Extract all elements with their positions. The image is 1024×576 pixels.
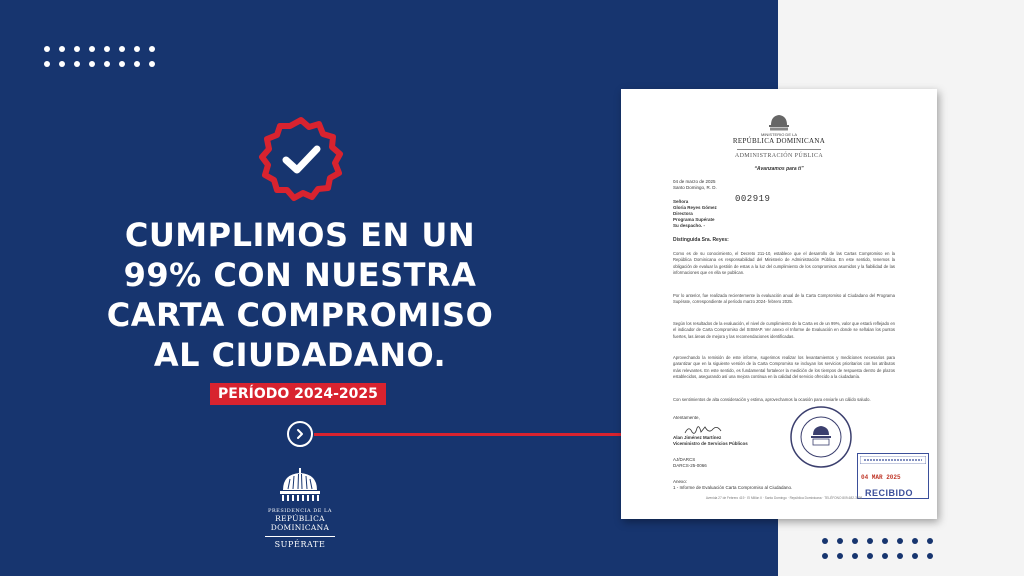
letter-rule-1 [737,149,821,150]
dot-grid-bottom-right [822,538,933,559]
headline [100,215,500,375]
headline-line-4: AL CIUDADANO. [153,336,447,374]
period-badge: PERÍODO 2024-2025 [210,383,386,405]
letter-paragraph-2: Por lo anterior, fue realizada recientemente la evaluación anual de la Carta Compromiso al Ciudadano del Programa Supérate, correspondiente al período marzo 2024- febrero 2025. [673,293,895,305]
letter-paragraph-4: Aprovechando la remisión de este informe, sugerimos realizar los levantamientos y mediciones necesarios para garantizar que en la siguiente versión de la Carta Compromiso se incluyan los servicios prioritarios con los atributos más relevantes. En este sentido, es fundamental fortalecer la medición de los tiempos de respuesta dentro de plazos establecidos, asegurando así una mejora continua en la calidad del servicio ofrecido a la ciudadanía. [673,355,895,380]
letter-paragraph-5: Con sentimientos de alta consideración y estima, aprovechamos la ocasión para enviarle un cálido saludo. [673,397,871,402]
reference-initials: AJ/DARCS [673,457,696,462]
annex-item: 1 - Informe de Evaluación Carta Compromiso al Ciudadano. [673,485,793,490]
ministry-dome-icon [767,113,791,131]
headline-line-1: CUMPLIMOS EN UN [124,216,476,254]
logo-line-2: REPÚBLICA DOMINICANA [270,514,330,532]
letter-ministry: MINISTERIO DE LA [760,132,797,137]
registry-number: 002919 [735,194,771,204]
letter-date: 04 de marzo de 2025 [673,179,716,184]
letter-paragraph-3: Según los resultados de la evaluación, el nivel de cumplimiento de la Carta es de un 99%, valor que estará reflejado en el indicador de Carta Compromiso del SISMAP. Ver anexo el Informe de Evaluación en donde se señalan los puntos fuertes, las áreas de mejora y las recomendaciones identificadas. [673,321,895,339]
presidency-logo [250,468,350,549]
logo-line-3: SUPÉRATE [274,540,326,549]
signer-name: Alan Jiménez Martínez [673,435,722,440]
reference-code: DARCS-25-0066 [673,463,707,468]
annex-label: Anexo: [673,479,688,484]
letter-closing: Atentamente, [673,415,700,420]
headline-line-2: 99% CON NUESTRA [123,256,477,294]
dome-logo-icon [277,468,323,502]
letter-administration: ADMINISTRACIÓN PÚBLICA [734,153,824,159]
recipient-office: Su despacho. - [673,223,706,228]
dot-grid-top-left [44,46,155,67]
letter-republic: REPÚBLICA DOMINICANA [732,137,826,145]
recipient-name: Gloria Reyes Gómez [673,205,717,210]
logo-divider [265,536,335,537]
letter-document [621,89,937,519]
recipient-salutation: Señora [673,199,689,204]
official-seal-icon [789,405,853,469]
connector-line [314,433,624,436]
logo-line-1: PRESIDENCIA DE LA [268,508,332,514]
letter-greeting: Distinguida Sra. Reyes: [673,237,729,243]
next-arrow-button[interactable] [287,421,313,447]
check-badge-icon [258,116,344,202]
chevron-right-icon [294,428,306,440]
letter-footer: Avenida 27 de Febrero 419 · El Millón II · Santo Domingo · República Dominicana · TELÉFONO 809-682-3298 [705,496,863,500]
letter-motto: “Avanzamos para ti” [754,166,804,172]
recipient-program: Programa Supérate [673,217,715,222]
recipient-title: Directora [673,211,693,216]
headline-line-3: CARTA COMPROMISO [106,296,494,334]
letter-city: Santo Domingo, R. D. [673,185,717,190]
letter-paragraph-1: Como es de su conocimiento, el Decreto 211-10, establece que el desarrollo de las Cartas Compromiso en la República Dominicana es responsabilidad del Ministerio de Administración Pública. En este sentido, tenemos la obligación de evaluar la gestión de estas a la luz del cumplimiento de los compromisos asumidos y la fiabilidad de las informaciones que en ella se publican. [673,251,895,276]
stamp-label: RECIBIDO [865,488,914,498]
signer-title: Viceministro de Servicios Públicos [673,441,748,446]
stamp-date: 04 MAR 2025 [861,474,901,481]
